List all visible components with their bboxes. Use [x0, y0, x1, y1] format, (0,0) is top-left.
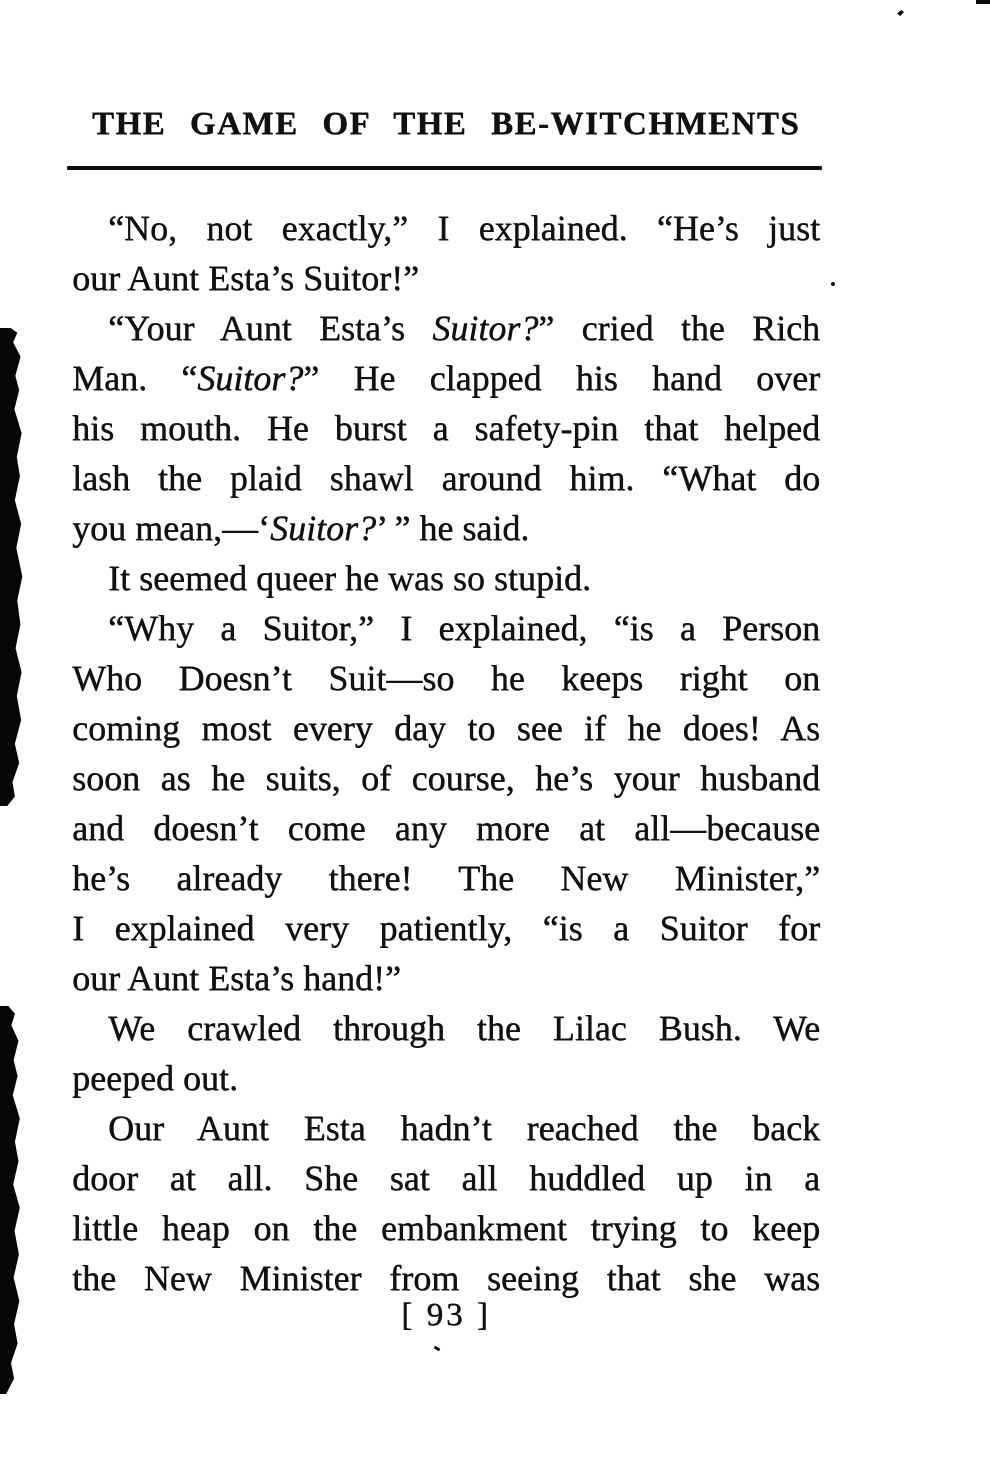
scan-speck [976, 0, 990, 4]
header-rule [67, 166, 822, 170]
text-line: “No, not exactly,” I explained. “He’s just [108, 208, 820, 248]
text-line: Our Aunt Esta hadn’t reached the back [108, 1108, 820, 1148]
text-line: soon as he suits, of course, he’s your husband [72, 758, 820, 798]
text-line: little heap on the embankment trying to keep [72, 1208, 820, 1248]
text-line: peeped out. [72, 1058, 238, 1098]
text-line: I explained very patiently, “is a Suitor for [72, 908, 820, 948]
text-line: his mouth. He burst a safety-pin that helped [72, 408, 820, 448]
text-line: It seemed queer he was so stupid. [108, 558, 591, 598]
text-line: Who Doesn’t Suit—so he keeps right on [72, 658, 820, 698]
scan-speck [831, 282, 835, 286]
paragraph [72, 203, 820, 303]
text-line: and doesn’t come any more at all—because [72, 808, 820, 848]
page-number: [ 93 ] [401, 1297, 491, 1333]
text-line: the New Minister from seeing that she was [72, 1258, 820, 1298]
paragraph [72, 303, 820, 553]
text-line: We crawled through the Lilac Bush. We [108, 1008, 820, 1048]
text-line: you mean,—‘Suitor?’ ” he said. [72, 508, 530, 548]
running-header-title: THE GAME OF THE BE-WITCHMENTS [91, 106, 801, 142]
text-line: door at all. She sat all huddled up in a [72, 1158, 820, 1198]
body-text [72, 203, 820, 1303]
text-line: Man. “Suitor?” He clapped his hand over [72, 358, 821, 398]
binding-shadow-artifact-top [0, 328, 24, 806]
text-line: our Aunt Esta’s hand!” [72, 958, 401, 998]
scan-speck [434, 1346, 441, 1352]
paragraph [72, 603, 820, 1003]
text-line: “Why a Suitor,” I explained, “is a Person [108, 608, 820, 648]
scan-speck [897, 10, 904, 16]
text-line: he’s already there! The New Minister,” [72, 858, 820, 898]
paragraph [72, 553, 820, 603]
text-line: lash the plaid shawl around him. “What do [72, 458, 820, 498]
paragraph [72, 1103, 820, 1303]
text-line: coming most every day to see if he does! As [72, 708, 820, 748]
paragraph [72, 1003, 820, 1103]
binding-shadow-artifact-bottom [0, 1006, 22, 1394]
text-line: “Your Aunt Esta’s Suitor?” cried the Rich [108, 308, 820, 348]
text-line: our Aunt Esta’s Suitor!” [72, 258, 419, 298]
